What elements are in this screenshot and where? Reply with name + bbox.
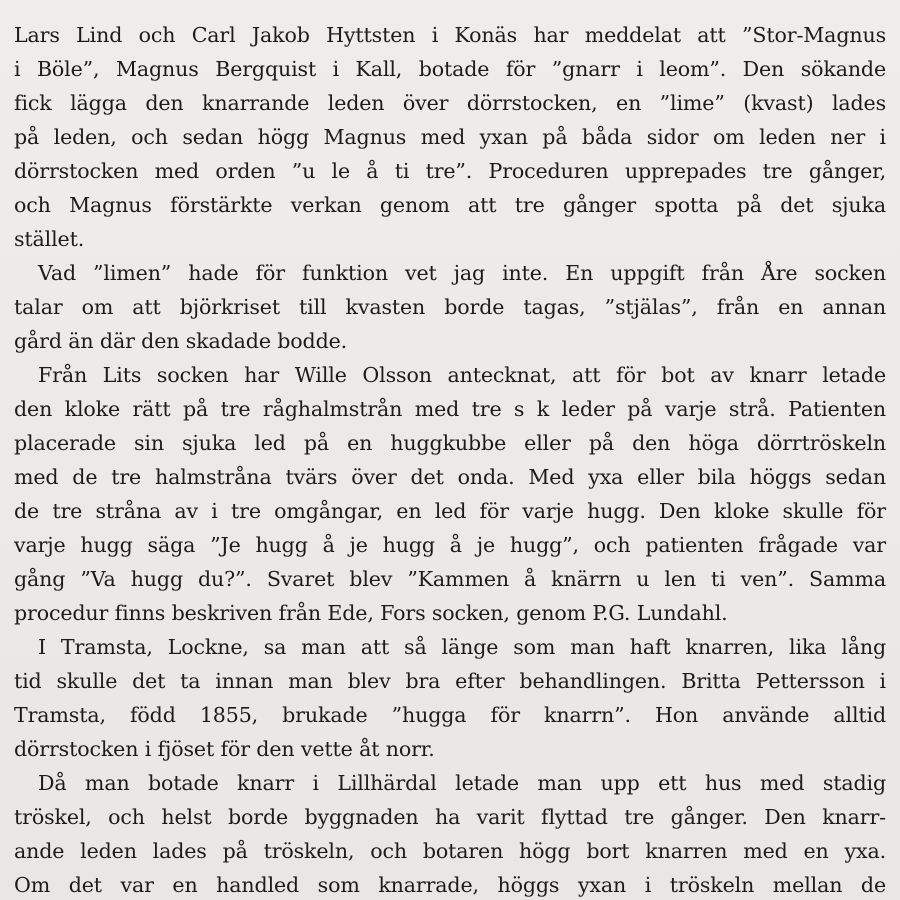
body-text [14,18,886,900]
text-line: Från Lits socken har Wille Olsson antecknat, att för bot av knarr letade [38,363,886,387]
text-line: tid skulle det ta innan man blev bra efter behandlingen. Britta Pettersson i [14,669,886,693]
paragraph [14,630,886,766]
text-line: varje hugg säga ”Je hugg å je hugg å je hugg”, och patienten frågade var [14,533,886,557]
text-line: ande leden lades på tröskeln, och botaren högg bort knarren med en yxa. [14,839,886,863]
text-line: med de tre halmstråna tvärs över det onda. Med yxa eller bila höggs sedan [14,465,886,489]
text-line: gång ”Va hugg du?”. Svaret blev ”Kammen å knärrn u len ti ven”. Samma [14,567,886,591]
text-line: placerade sin sjuka led på en huggkubbe eller på den höga dörrtröskeln [14,431,886,455]
text-line: I Tramsta, Lockne, sa man att så länge som man haft knarren, lika lång [38,635,886,659]
text-line: Om det var en handled som knarrade, höggs yxan i tröskeln mellan de [14,873,886,897]
text-line: dörrstocken i fjöset för den vette åt norr. [14,737,435,761]
paragraph [14,358,886,630]
text-line: tröskel, och helst borde byggnaden ha varit flyttad tre gånger. Den knarr- [14,805,886,829]
text-line: och Magnus förstärkte verkan genom att tre gånger spotta på det sjuka [14,193,886,217]
text-line: de tre stråna av i tre omgångar, en led för varje hugg. Den kloke skulle för [14,499,886,523]
paragraph [14,18,886,256]
paragraph [14,256,886,358]
text-line: den kloke rätt på tre råghalmstrån med tre s k leder på varje strå. Patienten [14,397,886,421]
text-line: fick lägga den knarrande leden över dörrstocken, en ”lime” (kvast) lades [14,91,886,115]
text-line: dörrstocken med orden ”u le å ti tre”. Proceduren upprepades tre gånger, [14,159,886,183]
text-line: stället. [14,227,85,251]
paragraph [14,766,886,900]
text-line: Då man botade knarr i Lillhärdal letade man upp ett hus med stadig [38,771,886,795]
text-line: i Böle”, Magnus Bergquist i Kall, botade för ”gnarr i leom”. Den sökande [14,57,886,81]
text-line: på leden, och sedan högg Magnus med yxan på båda sidor om leden ner i [14,125,886,149]
text-line: gård än där den skadade bodde. [14,329,348,353]
text-line: Tramsta, född 1855, brukade ”hugga för knarrn”. Hon använde alltid [14,703,886,727]
text-line: procedur finns beskriven från Ede, Fors socken, genom P.G. Lundahl. [14,601,728,625]
text-line: talar om att björkriset till kvasten borde tagas, ”stjälas”, från en annan [14,295,886,319]
text-line: Lars Lind och Carl Jakob Hyttsten i Konäs har meddelat att ”Stor-Magnus [14,23,886,47]
text-line: Vad ”limen” hade för funktion vet jag inte. En uppgift från Åre socken [38,261,886,285]
